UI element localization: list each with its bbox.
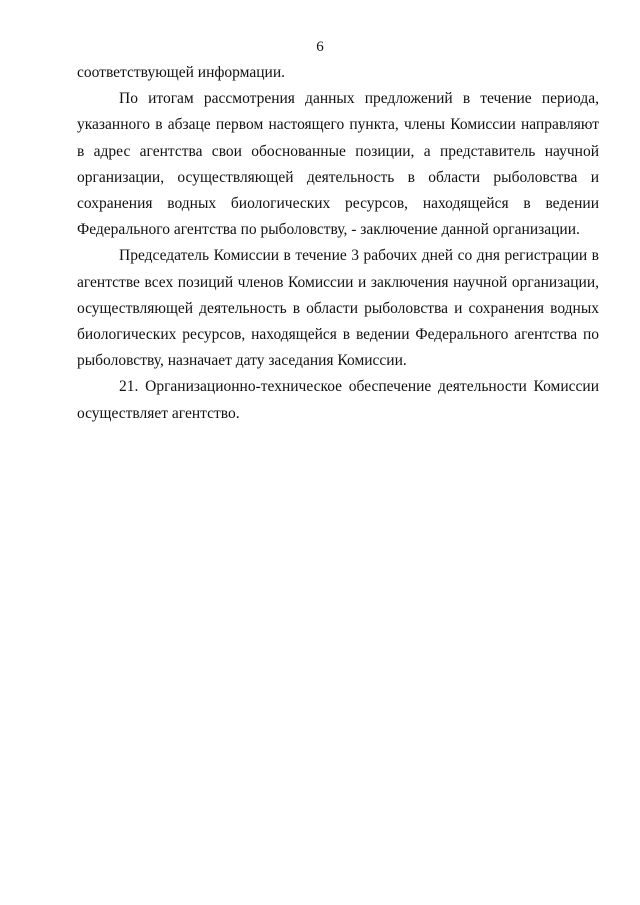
- document-body: [77, 60, 599, 427]
- paragraph-member-positions: По итогам рассмотрения данных предложений в течение периода, указанного в абзаце первом настоящего пункта, члены Комиссии направляют в адрес агентства свои обоснованные позиции, а представитель научной организации, осуществляющей деятельность в области рыболовства и сохранения водных биологических ресурсов, находящейся в ведении Федерального агентства по рыболовству, - заключение данной организации.: [77, 90, 599, 239]
- paragraph-continuation: соответствующей информации.: [77, 64, 286, 81]
- page-number: 6: [316, 39, 324, 55]
- paragraph-item-21: 21. Организационно-техническое обеспечение деятельности Комиссии осуществляет агентство.: [77, 378, 599, 422]
- paragraph-meeting-date: Председатель Комиссии в течение 3 рабочих дней со дня регистрации в агентстве всех позиций членов Комиссии и заключения научной организации, осуществляющей деятельность в области рыболовства и сохранения водных биологических ресурсов, находящейся в ведении Федерального агентства по рыболовству, назначает дату заседания Комиссии.: [77, 247, 599, 370]
